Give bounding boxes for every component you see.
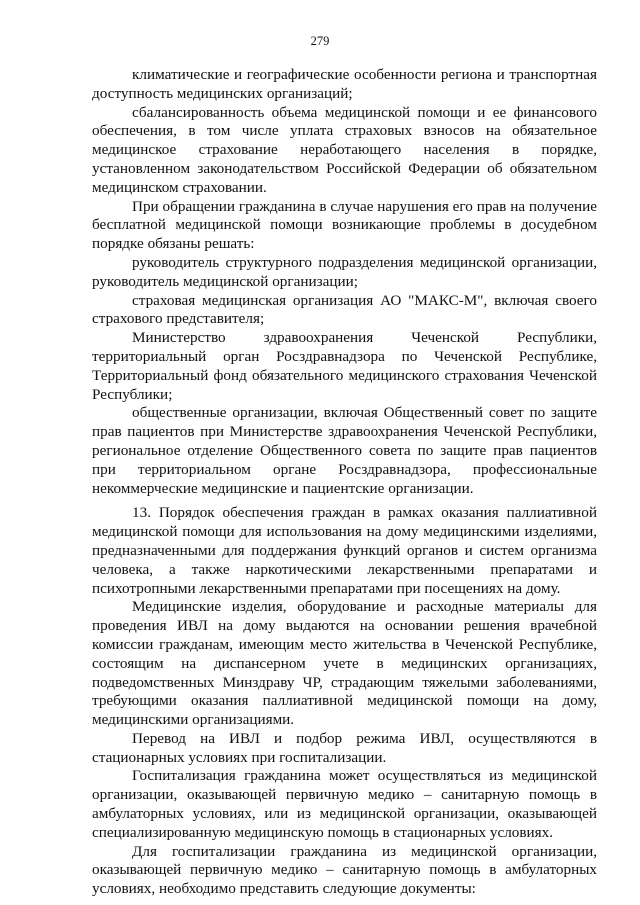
paragraph-public-organizations: общественные организации, включая Общественный совет по защите прав пациентов при Министерстве здравоохранения Чеченской Республики, региональное отделение Общественного совета по защите прав пациентов при территориальном органе Росздравнадзора, профессиональные некоммерческие медицинские и пациентские организации.: [92, 404, 597, 497]
page-number: 279: [310, 34, 330, 48]
paragraph-department-head: руководитель структурного подразделения медицинской организации, руководитель медицинской организации;: [92, 253, 597, 290]
paragraph-ventilation-transfer: Перевод на ИВЛ и подбор режима ИВЛ, осуществляются в стационарных условиях при госпитализации.: [92, 729, 597, 766]
paragraph-climate-conditions: климатические и географические особенности региона и транспортная доступность медицинских организаций;: [92, 66, 597, 102]
paragraph-rights-violation: При обращении гражданина в случае нарушения его прав на получение бесплатной медицинской помощи возникающие проблемы в досудебном порядке обязаны решать:: [92, 197, 597, 253]
paragraph-ministry: Министерство здравоохранения Чеченской Республики, территориальный орган Росздравнадзора по Чеченской Республике, Территориальный фонд обязательного медицинского страхования Чеченской Республики;: [92, 329, 597, 403]
paragraph-medical-devices: Медицинские изделия, оборудование и расходные материалы для проведения ИВЛ на дому выдаются на основании решения врачебной комиссии гражданам, имеющим место жительства в Чеченской Республике, состоящим на диспансерном учете в медицинских организациях, подведомственных Минздраву ЧР, страдающим тяжелыми заболеваниями, требующими оказания паллиативной медицинской помощи на дому, медицинскими организациями.: [92, 598, 597, 729]
paragraph-funding-balance: сбалансированность объема медицинской помощи и ее финансового обеспечения, в том числе уплата страховых взносов на обязательное медицинское страхование неработающего населения в порядке, установленном законодательством Российской Федерации об обязательном медицинском страховании.: [92, 103, 597, 196]
document-body: [92, 66, 597, 899]
paragraph-hospitalization: Госпитализация гражданина может осуществляться из медицинской организации, оказывающей первичную медико – санитарную помощь в амбулаторных условиях, или из медицинской организации, оказывающей специализированную медицинскую помощь в стационарных условиях.: [92, 767, 597, 841]
paragraph-section-13: 13. Порядок обеспечения граждан в рамках оказания паллиативной медицинской помощи для использования на дому медицинскими изделиями, предназначенными для поддержания функций органов и систем организма человека, а также наркотическими лекарственными препаратами и психотропными лекарственными препаратами при посещениях на дому.: [92, 504, 597, 597]
paragraph-insurance-company: страховая медицинская организация АО "МАКС-М", включая своего страхового представителя;: [92, 291, 597, 328]
paragraph-required-documents: Для госпитализации гражданина из медицинской организации, оказывающей первичную медико – санитарную помощь в амбулаторных условиях, необходимо представить следующие документы:: [92, 842, 597, 898]
